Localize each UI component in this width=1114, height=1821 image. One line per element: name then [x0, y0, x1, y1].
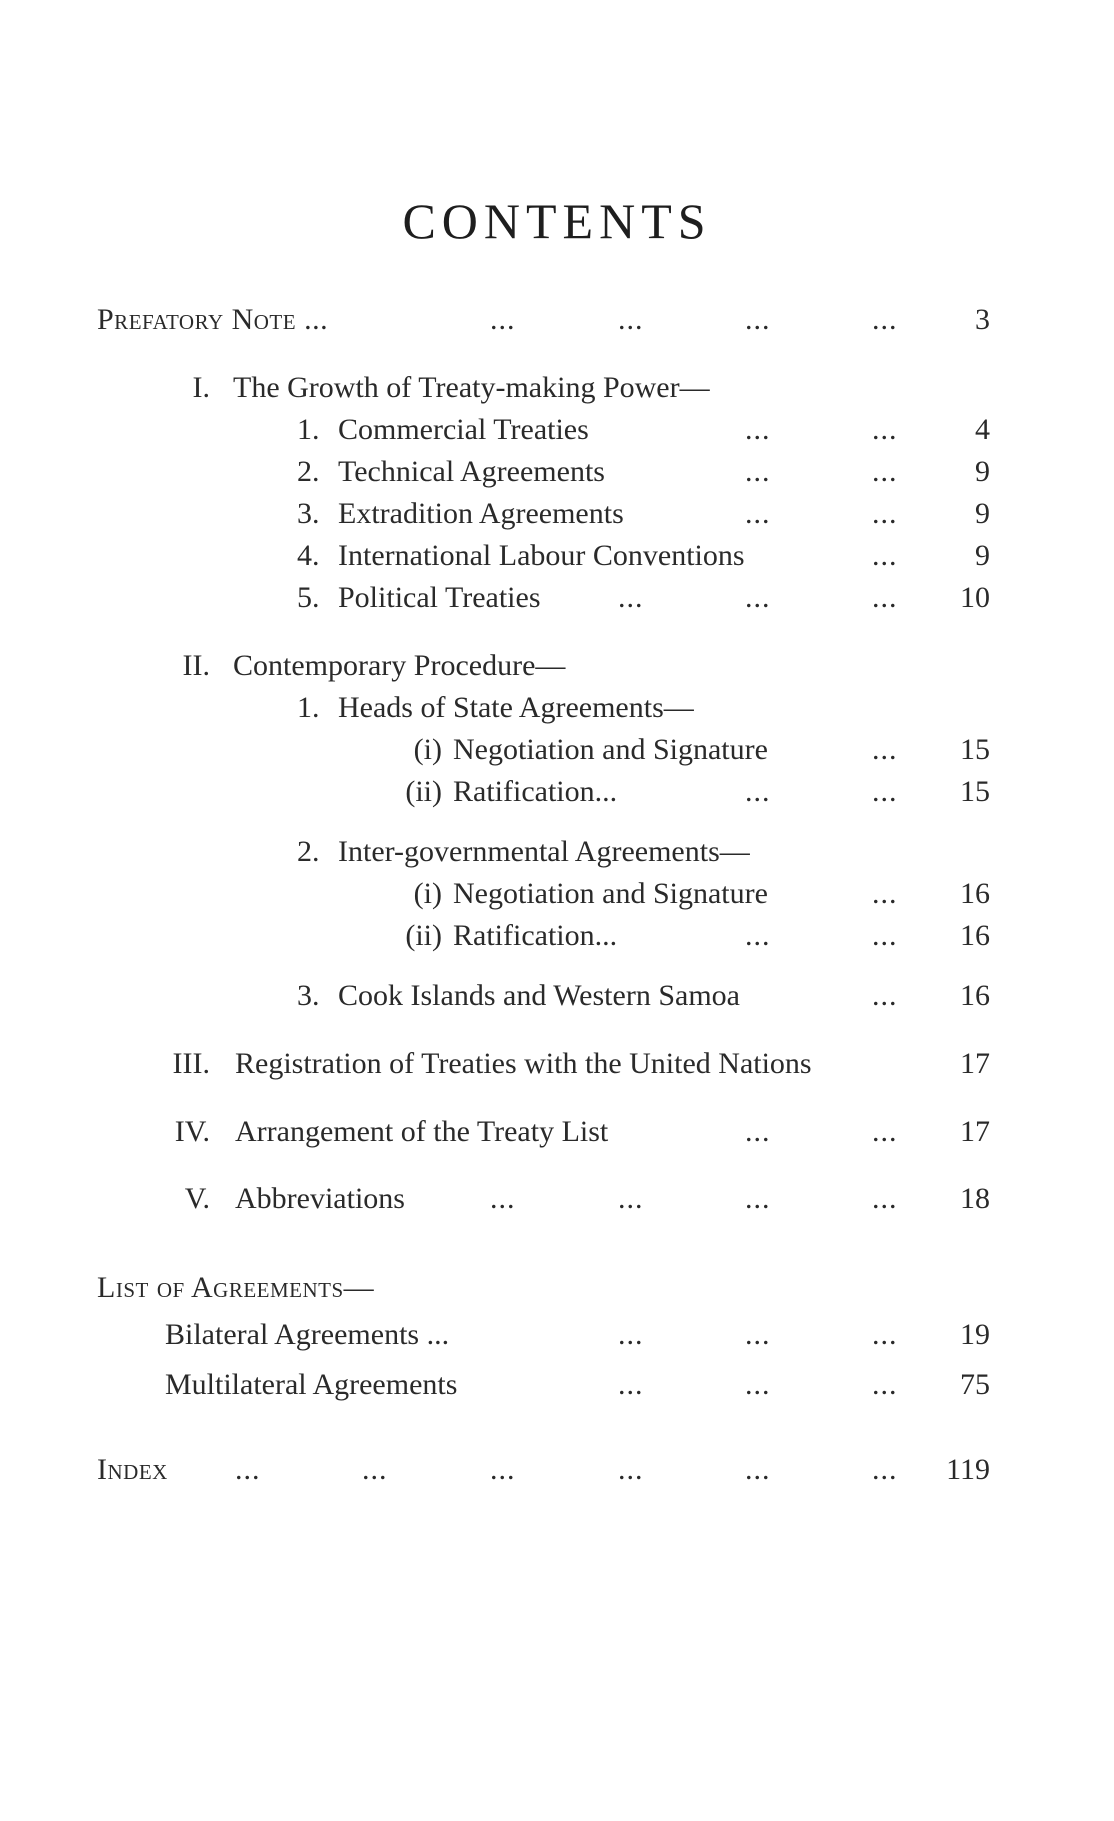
- toc-entry: [0, 452, 1114, 492]
- entry-label: Political Treaties: [338, 581, 541, 614]
- leader-dots: ...: [745, 413, 771, 446]
- section-numeral: IV.: [174, 1115, 210, 1148]
- entry-label: Extradition Agreements: [338, 497, 624, 530]
- entry-label: Commercial Treaties: [338, 413, 589, 446]
- leader-dots: ...: [872, 303, 898, 336]
- page-number: 10: [960, 581, 990, 614]
- page-number: 4: [975, 413, 990, 446]
- leader-dots: ...: [745, 1453, 771, 1486]
- toc-entry-index: [0, 1450, 1114, 1490]
- section-heading: Arrangement of the Treaty List: [235, 1115, 609, 1148]
- entry-number: (ii): [405, 775, 442, 808]
- toc-entry: [0, 772, 1114, 812]
- entry-number: 3.: [297, 497, 320, 530]
- page-number: 18: [960, 1182, 990, 1215]
- leader-dots: ...: [745, 919, 771, 952]
- entry-number: 5.: [297, 581, 320, 614]
- leader-dots: ...: [745, 581, 771, 614]
- toc-entry: [0, 1315, 1114, 1355]
- page-number: 17: [960, 1047, 990, 1080]
- entry-label: Cook Islands and Western Samoa: [338, 979, 740, 1012]
- section-heading: Contemporary Procedure—: [233, 649, 566, 682]
- entry-number: (i): [413, 877, 442, 910]
- leader-dots: ...: [872, 919, 898, 952]
- page-number: 3: [975, 303, 990, 336]
- toc-entry: [0, 410, 1114, 450]
- leader-dots: ...: [872, 775, 898, 808]
- leader-dots: ...: [872, 413, 898, 446]
- leader-dots: ...: [872, 1182, 898, 1215]
- section-heading: The Growth of Treaty-making Power—: [233, 371, 710, 404]
- page-number: 16: [960, 919, 990, 952]
- entry-label: Index: [97, 1453, 168, 1486]
- toc-entry: [0, 536, 1114, 576]
- leader-dots: ...: [745, 775, 771, 808]
- entry-label: Multilateral Agreements: [165, 1368, 458, 1401]
- page-title: CONTENTS: [402, 193, 712, 249]
- toc-subheading: [0, 832, 1114, 872]
- section-heading: Abbreviations: [235, 1182, 405, 1215]
- page-number: 75: [960, 1368, 990, 1401]
- entry-label: Heads of State Agreements—: [338, 691, 694, 724]
- toc-section-ii: [0, 646, 1114, 686]
- toc-section-v: [0, 1179, 1114, 1219]
- entry-number: 1.: [297, 413, 320, 446]
- leader-dots: ...: [872, 1115, 898, 1148]
- toc-entry: [0, 874, 1114, 914]
- section-numeral: V.: [184, 1182, 210, 1215]
- leader-dots: ...: [872, 1453, 898, 1486]
- entry-number: 2.: [297, 455, 320, 488]
- page-number: 119: [946, 1453, 990, 1486]
- leader-dots: ...: [872, 1368, 898, 1401]
- section-numeral: II.: [182, 649, 210, 682]
- toc-section-iii: [0, 1044, 1114, 1084]
- leader-dots: ...: [490, 1182, 516, 1215]
- entry-label: Bilateral Agreements ...: [165, 1318, 450, 1351]
- entry-number: 1.: [297, 691, 320, 724]
- leader-dots: ...: [618, 1453, 644, 1486]
- page-number: 9: [975, 455, 990, 488]
- leader-dots: ...: [618, 303, 644, 336]
- entry-number: 3.: [297, 979, 320, 1012]
- toc-list-heading: [0, 1268, 1114, 1308]
- toc-subheading: [0, 688, 1114, 728]
- entry-label: Inter-governmental Agreements—: [338, 835, 750, 868]
- leader-dots: ...: [235, 1453, 261, 1486]
- toc-entry: [0, 976, 1114, 1016]
- leader-dots: ...: [872, 581, 898, 614]
- section-numeral: III.: [172, 1047, 210, 1080]
- entry-label: Negotiation and Signature: [453, 877, 768, 910]
- entry-number: 2.: [297, 835, 320, 868]
- leader-dots: ...: [618, 1368, 644, 1401]
- leader-dots: ...: [745, 1115, 771, 1148]
- toc-entry-prefatory-note: [0, 300, 1114, 340]
- toc-entry: [0, 494, 1114, 534]
- entry-label: International Labour Conventions: [338, 539, 745, 572]
- entry-number: 4.: [297, 539, 320, 572]
- leader-dots: ...: [618, 1318, 644, 1351]
- page-number: 16: [960, 979, 990, 1012]
- page-number: 15: [960, 775, 990, 808]
- leader-dots: ...: [745, 455, 771, 488]
- leader-dots: ...: [745, 497, 771, 530]
- leader-dots: ...: [745, 1182, 771, 1215]
- leader-dots: ...: [872, 1318, 898, 1351]
- toc-entry: [0, 730, 1114, 770]
- page-number: 15: [960, 733, 990, 766]
- page-number: 19: [960, 1318, 990, 1351]
- leader-dots: ...: [490, 1453, 516, 1486]
- leader-dots: ...: [745, 1368, 771, 1401]
- toc-entry: [0, 1365, 1114, 1405]
- leader-dots: ...: [618, 1182, 644, 1215]
- leader-dots: ...: [362, 1453, 388, 1486]
- toc-section-iv: [0, 1112, 1114, 1152]
- leader-dots: ...: [745, 303, 771, 336]
- section-heading: Registration of Treaties with the United Nations: [235, 1047, 812, 1080]
- entry-label: Ratification...: [453, 775, 618, 808]
- leader-dots: ...: [872, 979, 898, 1012]
- entry-label: Prefatory Note ...: [97, 303, 329, 336]
- page-number: 9: [975, 497, 990, 530]
- page-number: 17: [960, 1115, 990, 1148]
- entry-label: Negotiation and Signature: [453, 733, 768, 766]
- toc-entry: [0, 916, 1114, 956]
- leader-dots: ...: [872, 455, 898, 488]
- entry-number: (i): [413, 733, 442, 766]
- section-numeral: I.: [192, 371, 210, 404]
- page-number: 9: [975, 539, 990, 572]
- toc-entry: [0, 578, 1114, 618]
- leader-dots: ...: [618, 581, 644, 614]
- leader-dots: ...: [872, 497, 898, 530]
- leader-dots: ...: [872, 733, 898, 766]
- toc-section-i: [0, 368, 1114, 408]
- page-number: 16: [960, 877, 990, 910]
- entry-label: Ratification...: [453, 919, 618, 952]
- section-heading: List of Agreements—: [97, 1271, 375, 1304]
- leader-dots: ...: [745, 1318, 771, 1351]
- entry-number: (ii): [405, 919, 442, 952]
- leader-dots: ...: [490, 303, 516, 336]
- leader-dots: ...: [872, 539, 898, 572]
- leader-dots: ...: [872, 877, 898, 910]
- entry-label: Technical Agreements: [338, 455, 605, 488]
